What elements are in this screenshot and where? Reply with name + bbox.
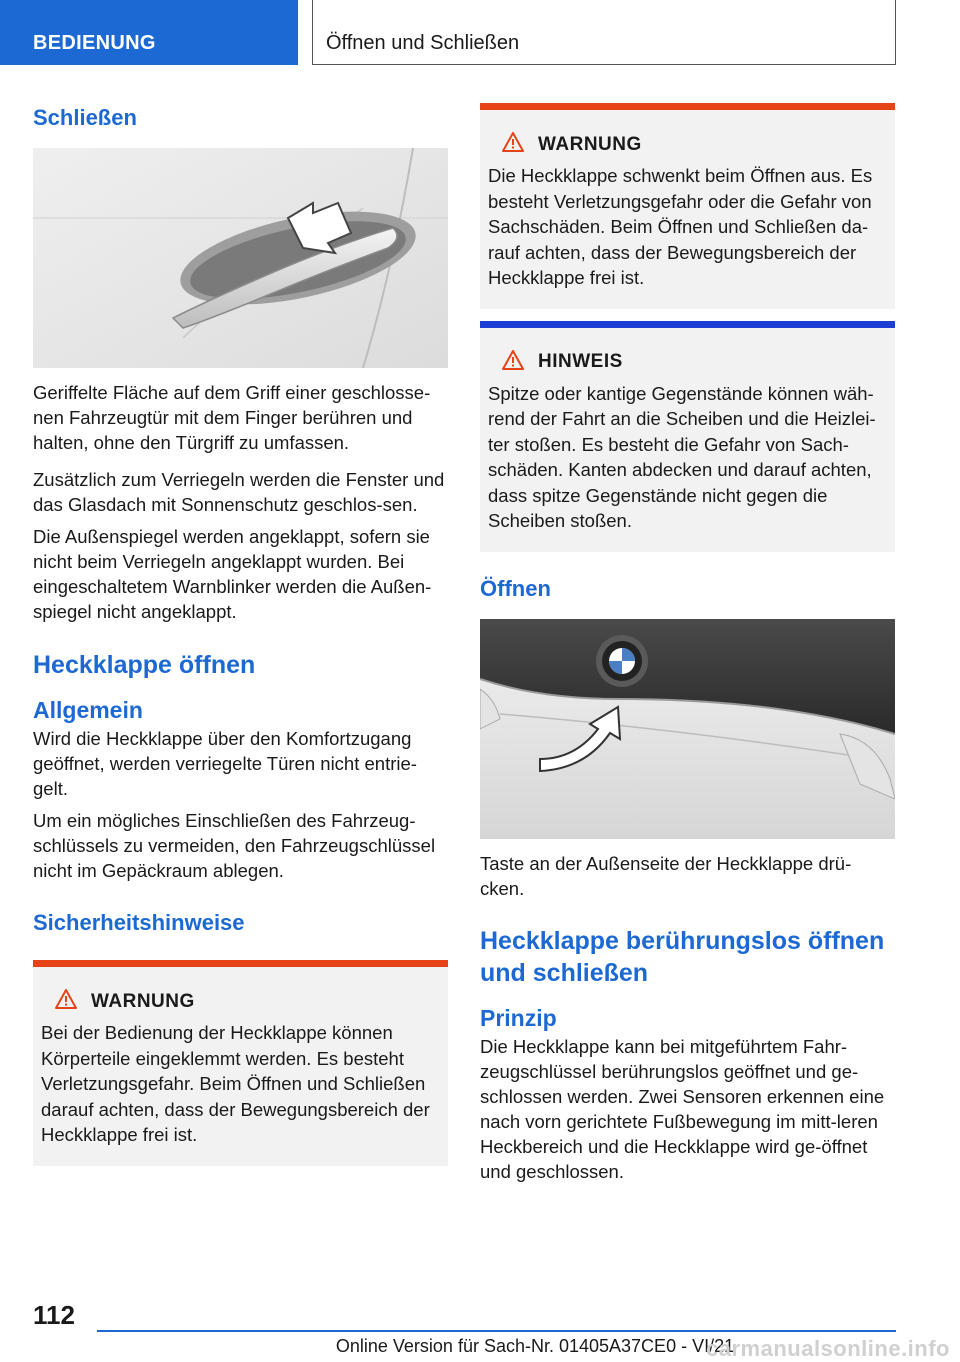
- heading-prinzip: Prinzip: [480, 1004, 557, 1031]
- heading-sicherheitshinweise: Sicherheitshinweise: [33, 910, 245, 935]
- door-handle-illustration: [33, 148, 448, 368]
- hint-box: [480, 321, 895, 552]
- warning-header: [502, 132, 885, 157]
- heading-allgemein: Allgemein: [33, 697, 143, 723]
- heading-oeffnen: Öffnen: [480, 575, 551, 601]
- tailgate-button-illustration: [480, 619, 895, 839]
- warning-title: WARNUNG: [538, 133, 642, 155]
- section-header: BEDIENUNG: [0, 0, 298, 65]
- warning-box-right: [480, 103, 895, 309]
- text-taste: Taste an der Außenseite der Heckklappe drü-cken.: [480, 852, 852, 899]
- hint-text: Spitze oder kantige Gegenstände können wäh-rend der Fahrt an die Scheiben und die Heizlei-ter stoßen. Es besteht die Gefahr von Sach-schäden. Kanten abdecken und darauf achten, dass spitze Gegenstände nicht gegen die Scheiben stoßen.: [488, 382, 876, 531]
- text-fenster: Zusätzlich zum Verriegeln werden die Fenster und das Glasdach mit Sonnenschutz geschlos-sen.: [33, 469, 445, 515]
- warning-triangle-icon: [502, 350, 524, 375]
- warning-title: WARNUNG: [91, 990, 195, 1012]
- watermark: carmanualsonline.info: [706, 1336, 950, 1361]
- text-spiegel: Die Außenspiegel werden angeklappt, sofern sie nicht beim Verriegeln angeklappt wurden. Bei eingeschaltetem Warnblinker werden die Außen-spiegel nicht angeklappt.: [33, 526, 432, 622]
- heading-heckklappe-oeffnen: Heckklappe öffnen: [33, 651, 256, 679]
- warning-triangle-icon: [55, 989, 77, 1014]
- text-griff: Geriffelte Fläche auf dem Griff einer geschlosse-nen Fahrzeugtür mit dem Finger berühren und halten, ohne den Türgriff zu umfassen.: [33, 382, 431, 453]
- right-column: [480, 103, 895, 1184]
- warning-text: Bei der Bedienung der Heckklappe können Körperteile eingeklemmt werden. Es besteht Verletzungsgefahr. Beim Öffnen und Schließen darauf achten, dass der Bewegungsbereich der Heckklappe frei ist.: [41, 1022, 430, 1145]
- door-handle-figure: [33, 148, 448, 368]
- online-version-text: Online Version für Sach-Nr. 01405A37CE0 - VI/21: [335, 1336, 735, 1356]
- topic-header: Öffnen und Schließen: [312, 0, 896, 65]
- page-number: 112: [33, 1300, 75, 1330]
- warning-header: [55, 989, 438, 1014]
- footer-divider: [97, 1330, 896, 1332]
- heading-beruehrungslos: Heckklappe berührungslos öffnen und schließen: [480, 926, 885, 987]
- hint-header: [502, 350, 885, 375]
- tailgate-button-figure: [480, 619, 895, 839]
- heading-schliessen: Schließen: [33, 105, 137, 130]
- text-einschliessen: Um ein mögliches Einschließen des Fahrzeug-schlüssels zu vermeiden, den Fahrzeugschlüssel nicht im Gepäckraum ablegen.: [33, 810, 436, 881]
- warning-box-left: [33, 960, 448, 1166]
- warning-triangle-icon: [502, 132, 524, 157]
- text-komfortzugang: Wird die Heckklappe über den Komfortzugang geöffnet, werden verriegelte Türen nicht entrie-gelt.: [33, 728, 417, 799]
- hint-title: HINWEIS: [538, 351, 623, 372]
- text-prinzip: Die Heckklappe kann bei mitgeführtem Fahr-zeugschlüssel berührungslos geöffnet und ge-schlossen werden. Zwei Sensoren erkennen eine nach vorn gerichtete Fußbewegung im mitt-leren Heckbereich und die Heckklappe wird ge-öffnet und geschlossen.: [480, 1035, 885, 1182]
- warning-text: Die Heckklappe schwenkt beim Öffnen aus. Es besteht Verletzungsgefahr oder die Gefahr von Sachschäden. Beim Öffnen und Schließen da-rauf achten, dass der Bewegungsbereich der Heckklappe frei ist.: [488, 165, 873, 288]
- left-column: [33, 100, 448, 1166]
